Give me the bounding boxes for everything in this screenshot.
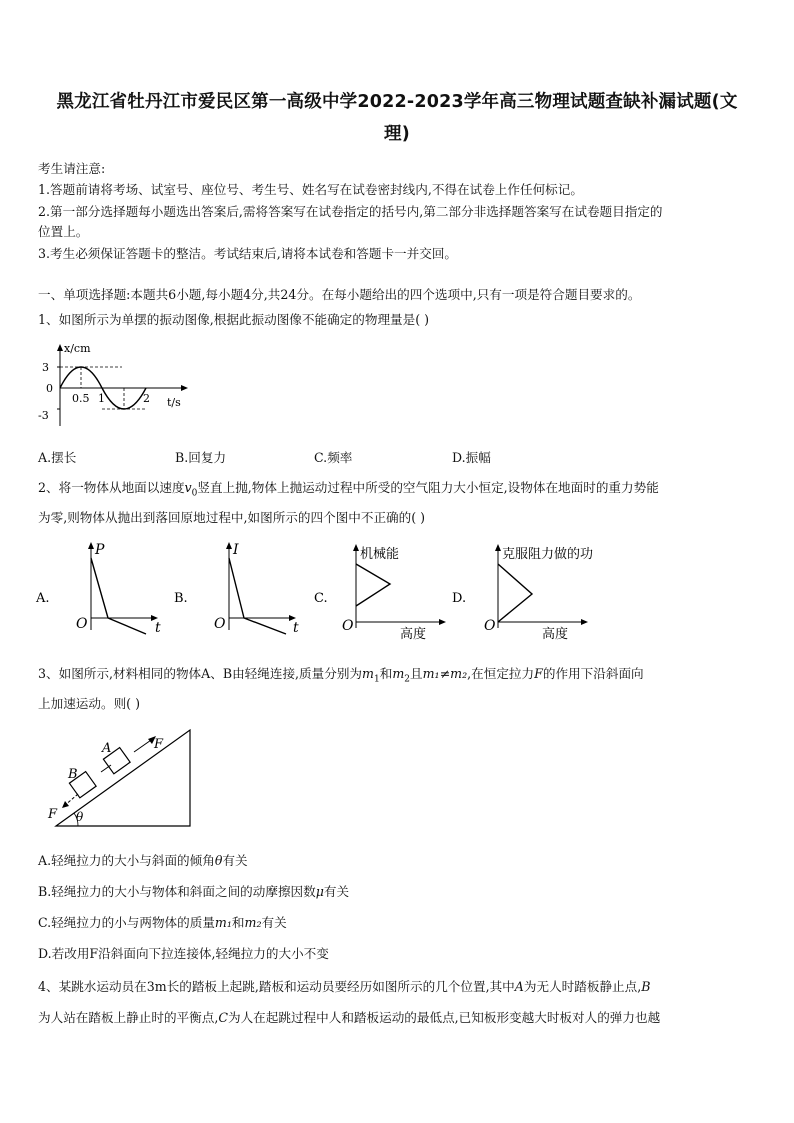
- q1-option-b: B.回复力: [175, 450, 227, 465]
- q2-stem-line-1: 2、将一物体从地面以速度$v_0$竖直上抛,物体上抛运动过程中所受的空气阻力大小恒定,设物体在地面时的重力势能: [38, 480, 659, 499]
- q1-y-tick-neg3: -3: [38, 409, 49, 422]
- notice-item-2: 2.第一部分选择题每小题选出答案后,需将答案写在试卷指定的括号内,第二部分非选择题答案写在试卷题目指定的: [38, 204, 663, 219]
- q3-stem-line-1: 3、如图所示,材料相同的物体A、B由轻绳连接,质量分别为$m_1$和$m_2$且m₁≠m₂,在恒定拉力F的作用下沿斜面向: [38, 666, 644, 685]
- notice-item-1: 1.答题前请将考场、试室号、座位号、考生号、姓名写在试卷密封线内,不得在试卷上作任何标记。: [38, 182, 583, 197]
- q2-graph-d-y-label: 克服阻力做的功: [502, 547, 594, 562]
- q3-option-c: C.轻绳拉力的小与两物体的质量m₁和m₂有关: [38, 915, 287, 930]
- q2-graph-b: [174, 538, 314, 638]
- q2-graph-d-curve: [498, 564, 532, 622]
- q2-graph-a-letter: A.: [36, 591, 50, 606]
- q2-graph-c-letter: C.: [314, 591, 328, 606]
- q1-option-d: D.振幅: [452, 450, 491, 465]
- q1-option-c: C.频率: [314, 450, 353, 465]
- q3-label-theta: θ: [76, 810, 84, 824]
- q2-graph-a-y-label: P: [95, 542, 105, 558]
- q1-y-label: x/cm: [64, 342, 91, 355]
- q2-graph-a-curve: [91, 558, 146, 634]
- q3-option-a: A.轻绳拉力的大小与斜面的倾角θ有关: [38, 853, 248, 868]
- q2-graph-c-y-label: 机械能: [360, 547, 400, 562]
- q2-graph-c-x-label: 高度: [400, 627, 427, 642]
- q2-graph-b-letter: B.: [174, 591, 188, 606]
- q1-stem: 1、如图所示为单摆的振动图像,根据此振动图像不能确定的物理量是( ): [38, 312, 430, 327]
- q1-x-tick-1: 1: [98, 392, 105, 405]
- q3-label-f-bottom: F: [48, 807, 58, 822]
- q1-y-tick-0: 0: [46, 382, 53, 395]
- q2-graph-d: [452, 538, 622, 642]
- notice-item-2-cont: 位置上。: [38, 224, 89, 239]
- q2-graph-d-letter: D.: [452, 591, 467, 606]
- document-title: [36, 86, 758, 150]
- title-line-1: 黑龙江省牡丹江市爱民区第一高级中学2022-2023学年高三物理试题查缺补漏试题(文: [56, 92, 738, 112]
- q3-option-d: D.若改用F沿斜面向下拉连接体,轻绳拉力的大小不变: [38, 946, 329, 961]
- q3-label-f-top: F: [154, 737, 164, 752]
- q1-y-tick-3: 3: [42, 361, 49, 374]
- q2-graph-b-y-label: I: [233, 542, 239, 558]
- q1-option-a: A.摆长: [38, 450, 77, 465]
- q2-graph-d-origin: O: [484, 618, 496, 634]
- q2-graph-c: [314, 538, 454, 642]
- q2-graph-b-x-label: t: [293, 620, 299, 636]
- q1-x-tick-2: 2: [143, 392, 150, 405]
- q2-graph-a-x-label: t: [155, 620, 161, 636]
- q2-graph-b-curve: [229, 558, 286, 634]
- q4-line-2: 为人站在踏板上静止时的平衡点,C为人在起跳过程中人和踏板运动的最低点,已知板形变越大时板对人的弹力也越: [38, 1010, 661, 1025]
- q2-graph-c-origin: O: [342, 618, 354, 634]
- q1-x-label: t/s: [167, 396, 181, 409]
- q3-label-a: A: [102, 741, 112, 756]
- q1-oscillation-graph: [34, 340, 194, 435]
- q2-graph-c-curve: [356, 564, 390, 606]
- q2-graph-a: [36, 538, 176, 638]
- notice-heading: 考生请注意:: [38, 161, 106, 176]
- q3-option-b: B.轻绳拉力的大小与物体和斜面之间的动摩擦因数μ有关: [38, 884, 350, 899]
- q2-graph-d-x-label: 高度: [542, 627, 569, 642]
- q2-graph-b-origin: O: [214, 616, 226, 632]
- q2-stem-line-2: 为零,则物体从抛出到落回原地过程中,如图所示的四个图中不正确的( ): [38, 510, 426, 525]
- q3-incline-figure: [44, 722, 204, 834]
- q4-line-1: 4、某跳水运动员在3m长的踏板上起跳,踏板和运动员要经历如图所示的几个位置,其中A为无人时踏板静止点,B: [38, 979, 651, 994]
- q3-stem-line-2: 上加速运动。则( ): [38, 696, 140, 711]
- title-line-2: 理): [384, 124, 410, 144]
- q3-label-b: B: [68, 767, 78, 782]
- q2-graph-a-origin: O: [76, 616, 88, 632]
- notice-item-3: 3.考生必须保证答题卡的整洁。考试结束后,请将本试卷和答题卡一并交回。: [38, 246, 458, 261]
- section-heading: 一、单项选择题:本题共6小题,每小题4分,共24分。在每小题给出的四个选项中,只有一项是符合题目要求的。: [38, 287, 641, 302]
- q1-x-tick-0.5: 0.5: [72, 392, 90, 405]
